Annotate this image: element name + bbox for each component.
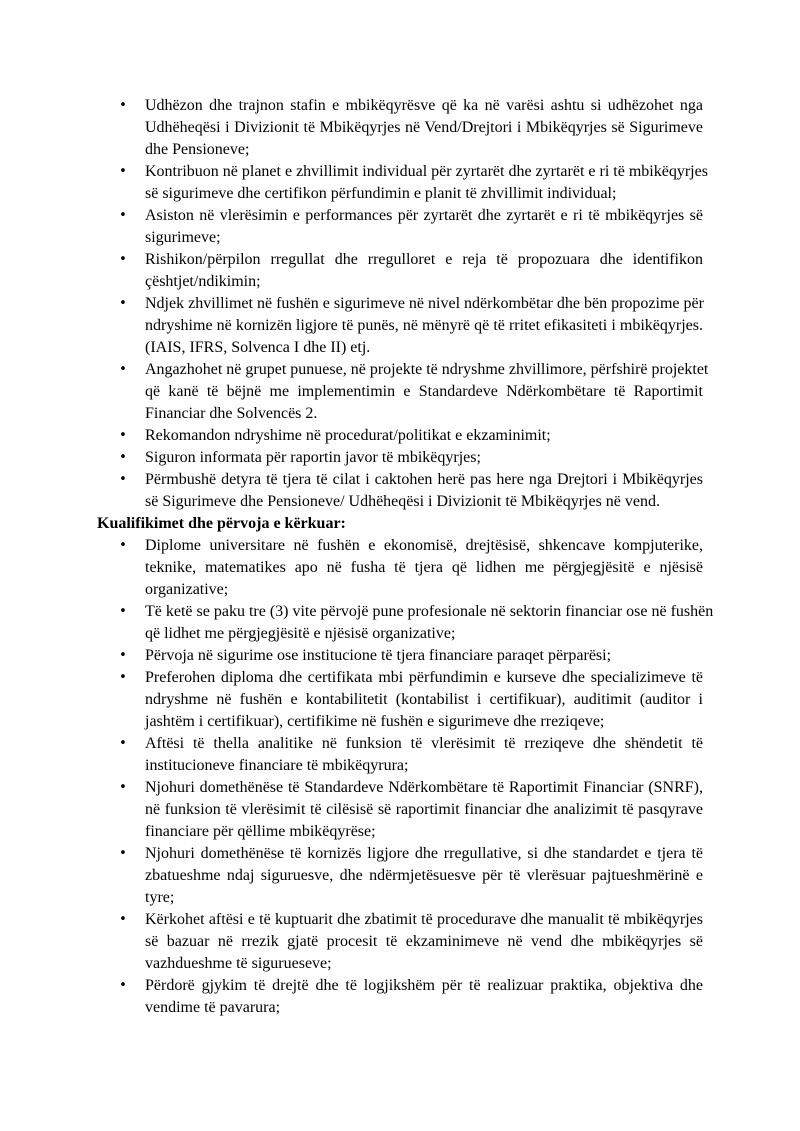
list-item-line: së sigurimeve dhe certifikon përfundimin e planit të zhvillimit individual; xyxy=(145,185,617,202)
list-item-line: në funksion të vlerësimit të cilësisë së raportimit financiar dhe analizimit të pasqyrave xyxy=(145,801,703,818)
list-item-line: Ndjek zhvillimet në fushën e sigurimeve në nivel ndërkombëtar dhe bën propozime për xyxy=(145,295,704,312)
list-item-line: që kanë të bëjnë me implementimin e Standardeve Ndërkombëtare të Raportimit xyxy=(145,383,703,400)
section-heading-qualifications: Kualifikimet dhe përvoja e kërkuar: xyxy=(97,515,346,532)
bullet-icon: • xyxy=(119,670,127,685)
qualifications-list xyxy=(0,535,800,1019)
list-item-line: Njohuri domethënëse të kornizës ligjore dhe rregullative, si dhe standardet e tjera të xyxy=(145,845,703,862)
list-item-line: organizative; xyxy=(145,581,229,598)
bullet-icon: • xyxy=(119,846,127,861)
list-item xyxy=(0,95,800,161)
list-item-line: sigurimeve; xyxy=(145,229,221,246)
list-item-line: Diplome universitare në fushën e ekonomisë, drejtësisë, shkencave kompjuterike, xyxy=(145,537,703,554)
list-item-line: Rishikon/përpilon rregullat dhe rregulloret e reja të propozuara dhe identifikon xyxy=(145,251,703,268)
list-item-line: dhe Pensioneve; xyxy=(145,141,250,158)
list-item xyxy=(0,667,800,733)
list-item-line: jashtëm i certifikuar), certifikime në fushën e sigurimeve dhe rreziqeve; xyxy=(145,713,605,730)
list-item xyxy=(0,645,800,667)
bullet-icon: • xyxy=(119,428,127,443)
list-item-line: Rekomandon ndryshime në procedurat/politikat e ekzaminimit; xyxy=(145,427,551,444)
list-item xyxy=(0,359,800,425)
list-item xyxy=(0,161,800,205)
list-item-line: Përmbushë detyra të tjera të cilat i caktohen herë pas here nga Drejtori i Mbikëqyrjes xyxy=(145,471,703,488)
list-item xyxy=(0,843,800,909)
bullet-icon: • xyxy=(119,208,127,223)
bullet-icon: • xyxy=(119,472,127,487)
list-item xyxy=(0,733,800,777)
list-item xyxy=(0,601,800,645)
list-item-line: Financiar dhe Solvencës 2. xyxy=(145,405,318,422)
list-item xyxy=(0,447,800,469)
list-item-line: Njohuri domethënëse të Standardeve Ndërkombëtare të Raportimit Financiar (SNRF), xyxy=(145,779,703,796)
bullet-icon: • xyxy=(119,252,127,267)
list-item-line: ndryshime në kornizën ligjore të punës, në mënyrë që të rritet efikasiteti i mbikëqyrjes. xyxy=(145,317,703,334)
bullet-icon: • xyxy=(119,98,127,113)
list-item-line: Asiston në vlerësimin e performances për zyrtarët dhe zyrtarët e ri të mbikëqyrjes së xyxy=(145,207,703,224)
list-item-line: financiare për qëllime mbikëqyrëse; xyxy=(145,823,376,840)
list-item-line: Të ketë se paku tre (3) vite përvojë pune profesionale në sektorin financiar ose në fushën xyxy=(145,603,714,620)
list-item-line: çështjet/ndikimin; xyxy=(145,273,261,290)
bullet-icon: • xyxy=(119,978,127,993)
list-item-line: institucioneve financiare të mbikëqyrura; xyxy=(145,757,409,774)
bullet-icon: • xyxy=(119,736,127,751)
list-item-line: së Sigurimeve dhe Pensioneve/ Udhëheqësi i Divizionit të Mbikëqyrjes në vend. xyxy=(145,493,660,510)
bullet-icon: • xyxy=(119,296,127,311)
responsibilities-list xyxy=(0,95,800,513)
list-item-line: që lidhet me përgjegjësitë e njësisë organizative; xyxy=(145,625,456,642)
list-item-line: Përvoja në sigurime ose institucione të tjera financiare paraqet përparësi; xyxy=(145,647,612,664)
list-item-line: ndryshme në fushën e kontabilitetit (kontabilist i certifikuar), auditimit (auditor i xyxy=(145,691,703,708)
bullet-icon: • xyxy=(119,912,127,927)
list-item xyxy=(0,909,800,975)
list-item-line: Preferohen diploma dhe certifikata mbi përfundimin e kurseve dhe specializimeve të xyxy=(145,669,703,686)
list-item-line: vendime të pavarura; xyxy=(145,999,281,1016)
list-item xyxy=(0,425,800,447)
bullet-icon: • xyxy=(119,164,127,179)
list-item-line: teknike, matematikes apo në fusha të tjera që lidhen me përgjegjësitë e njësisë xyxy=(145,559,703,576)
bullet-icon: • xyxy=(119,648,127,663)
list-item xyxy=(0,293,800,359)
list-item xyxy=(0,249,800,293)
list-item-line: (IAIS, IFRS, Solvenca I dhe II) etj. xyxy=(145,339,371,356)
bullet-icon: • xyxy=(119,450,127,465)
list-item-line: vazhdueshme të sigurueseve; xyxy=(145,955,332,972)
list-item xyxy=(0,469,800,513)
bullet-icon: • xyxy=(119,538,127,553)
document-body xyxy=(0,95,800,1019)
list-item-line: tyre; xyxy=(145,889,175,906)
list-item-line: Siguron informata për raportin javor të mbikëqyrjes; xyxy=(145,449,481,466)
list-item-line: Udhëzon dhe trajnon stafin e mbikëqyrësve që ka në varësi ashtu si udhëzohet nga xyxy=(145,97,703,114)
list-item-line: së bazuar në rrezik gjatë procesit të ekzaminimeve në vend dhe mbikëqyrjes së xyxy=(145,933,703,950)
list-item xyxy=(0,205,800,249)
list-item-line: Kërkohet aftësi e të kuptuarit dhe zbatimit të procedurave dhe manualit të mbikëqyrjes xyxy=(145,911,703,928)
bullet-icon: • xyxy=(119,604,127,619)
list-item-line: Udhëheqësi i Divizionit të Mbikëqyrjes në Vend/Drejtori i Mbikëqyrjes së Sigurimeve xyxy=(145,119,703,136)
list-item-line: Kontribuon në planet e zhvillimit individual për zyrtarët dhe zyrtarët e ri të mbikëqyrjes xyxy=(145,163,708,180)
list-item xyxy=(0,975,800,1019)
list-item xyxy=(0,535,800,601)
bullet-icon: • xyxy=(119,780,127,795)
list-item-line: Përdorë gjykim të drejtë dhe të logjikshëm për të realizuar praktika, objektiva dhe xyxy=(145,977,703,994)
list-item-line: Angazhohet në grupet punuese, në projekte të ndryshme zhvillimore, përfshirë projektet xyxy=(145,361,709,378)
bullet-icon: • xyxy=(119,362,127,377)
list-item xyxy=(0,777,800,843)
list-item-line: Aftësi të thella analitike në funksion të vlerësimit të rreziqeve dhe shëndetit të xyxy=(145,735,703,752)
list-item-line: zbatueshme ndaj siguruesve, dhe ndërmjetësuesve për të vlerësuar pajtueshmërinë e xyxy=(145,867,703,884)
